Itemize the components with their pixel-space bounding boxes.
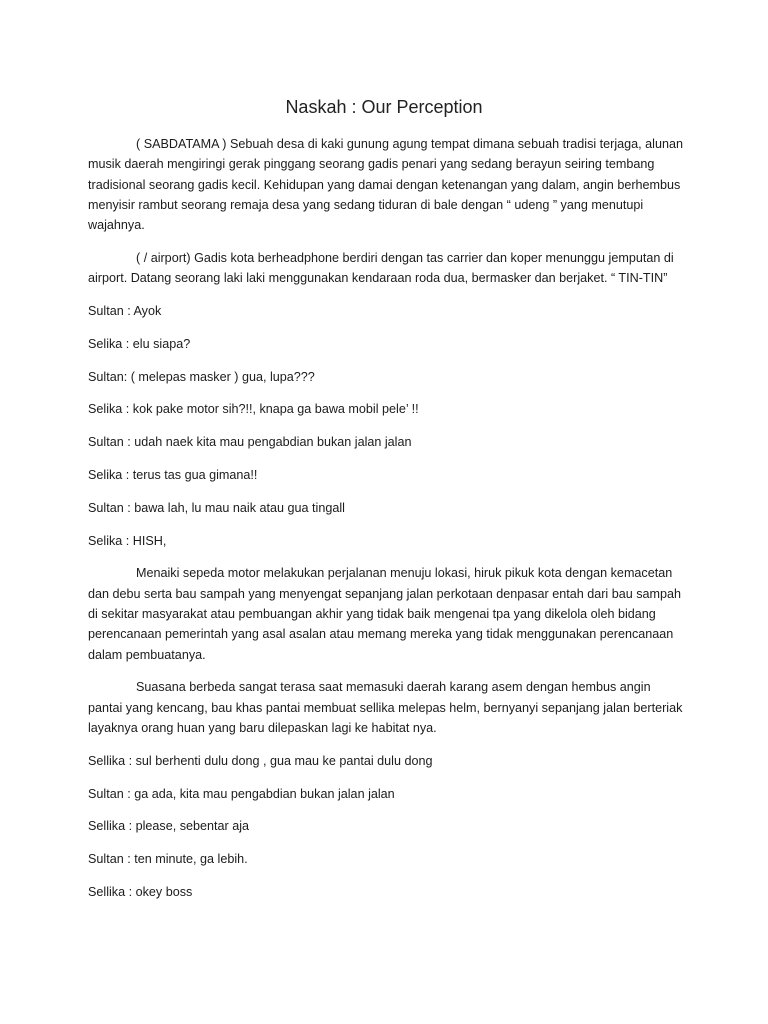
dialogue-line: Selika : elu siapa? [88,336,191,351]
document-title: Naskah : Our Perception [285,97,483,117]
dialogue-line: Selika : HISH, [88,533,167,548]
document-body [88,134,688,915]
narrative-paragraph: Suasana berbeda sangat terasa saat memasuki daerah karang asem dengan hembus angin pantai yang kencang, bau khas pantai membuat sellika melepas helm, bernyanyi sepanjang jalan berteriak layaknya orang huan yang baru dilepaskan lagi ke habitat nya. [88,680,683,736]
narrative-paragraph: Menaiki sepeda motor melakukan perjalanan menuju lokasi, hiruk pikuk kota dengan kemacetan dan debu serta bau sampah yang menyengat sepanjang jalan perkotaan denpasar entah dari bau sampah di sekitar masyarakat atau pembuangan akhir yang tidak baik mengenai tpa yang dikelola oleh bidang perencanaan pemerintah yang asal asalan atau memang mereka yang tidak menggunakan perencanaan dalam pembuatanya. [88,566,682,662]
dialogue-line: Sultan : udah naek kita mau pengabdian bukan jalan jalan [88,435,412,450]
narrative-paragraph: ( SABDATAMA ) Sebuah desa di kaki gunung agung tempat dimana sebuah tradisi terjaga, alunan musik daerah mengiringi gerak pinggang seorang gadis penari yang sedang berayun seiring tembang tradisional seorang gadis kecil. Kehidupan yang damai dengan ketenangan yang dalam, angin berhembus menyisir rambut seorang remaja desa yang sedang tiduran di bale dengan “ udeng ” yang menutupi wajahnya. [88,137,683,233]
dialogue-line: Sultan: ( melepas masker ) gua, lupa??? [88,369,315,384]
dialogue-line: Sultan : Ayok [88,304,162,319]
dialogue-line: Selika : kok pake motor sih?!!, knapa ga bawa mobil pele’ !! [88,402,419,417]
dialogue-line: Sellika : okey boss [88,885,193,900]
dialogue-line: Sultan : ten minute, ga lebih. [88,852,248,867]
dialogue-line: Sellika : please, sebentar aja [88,819,250,834]
dialogue-line: Sellika : sul berhenti dulu dong , gua mau ke pantai dulu dong [88,753,433,768]
dialogue-line: Selika : terus tas gua gimana!! [88,468,258,483]
narrative-paragraph: ( / airport) Gadis kota berheadphone berdiri dengan tas carrier dan koper menunggu jemputan di airport. Datang seorang laki laki menggunakan kendaraan roda dua, bermasker dan berjaket. “ TIN-TIN” [88,250,674,286]
dialogue-line: Sultan : ga ada, kita mau pengabdian bukan jalan jalan [88,786,395,801]
dialogue-line: Sultan : bawa lah, lu mau naik atau gua tingall [88,500,345,515]
